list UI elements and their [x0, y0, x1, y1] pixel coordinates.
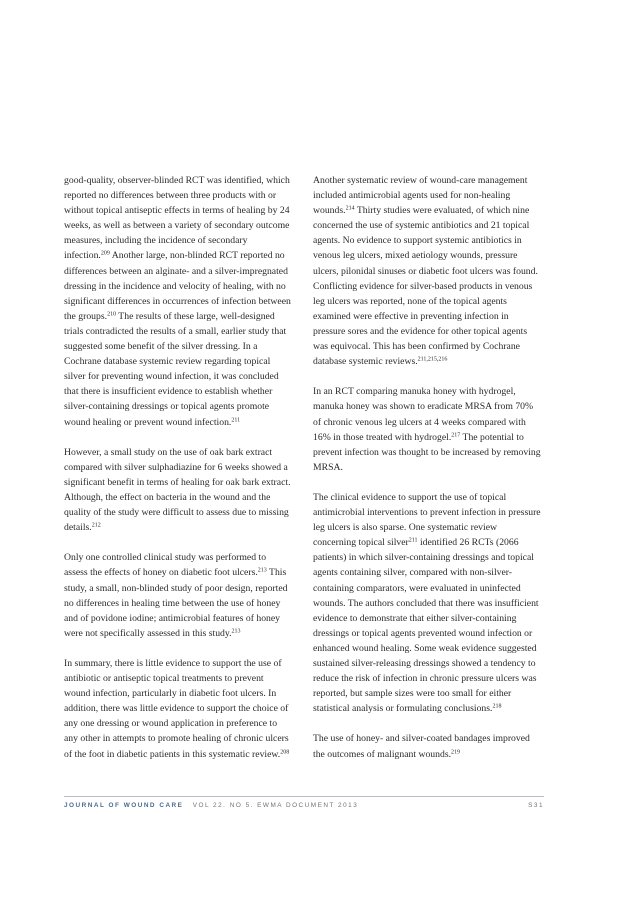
paragraph: The use of honey- and silver-coated bandages improved the outcomes of malignant wounds.$^{219}$ — [313, 733, 530, 760]
reference-superscript: 218 — [492, 703, 502, 710]
paragraph: Another systematic review of wound-care management included antimicrobial agents used for non-healing wounds.$^{214}$ Thirty studies were evaluated, of which nine concerned the use of systemic antibiotics and 21 topical agents. No evidence to support systemic antibiotics in venous leg ulcers, mixed aetiology wounds, pressure ulcers, pilonidal sinuses or diabetic foot ulcers was found. Conflicting evidence for silver-based products in venous leg ulcers was reported, none of the topical agents examined were effective in preventing infection in pressure sores and the evidence for other topical agents was equivocal. This has been confirmed by Cochrane database systemic reviews.$^{211,215,216}$ — [313, 175, 538, 368]
reference-superscript: 213 — [257, 567, 267, 574]
right-column — [313, 173, 541, 777]
reference-superscript: 209 — [100, 250, 110, 257]
paragraph: Only one controlled clinical study was performed to assess the effects of honey on diabetic foot ulcers.$^{213}$ This study, a small, non-blinded study of poor design, reported no differences in healing time between the use of honey and of povidone iodine; antimicrobial features of honey were not specifically assessed in this study.$^{213}$ — [64, 552, 288, 639]
reference-superscript: 210 — [107, 311, 117, 318]
reference-superscript: 212 — [91, 522, 101, 529]
reference-superscript: 217 — [451, 432, 461, 438]
volume-info: VOL 22. NO 5. EWMA DOCUMENT 2013 — [192, 802, 359, 809]
paragraph: In an RCT comparing manuka honey with hydrogel, manuka honey was shown to eradicate MRSA from 70% of chronic venous leg ulcers at 4 weeks compared with 16% in those treated with hydrogel.$^{217}$ The potential to prevent infection was thought to be increased by removing MRSA. — [313, 386, 541, 473]
paragraph: In summary, there is little evidence to support the use of antibiotic or antiseptic topical treatments to prevent wound infection, particularly in diabetic foot ulcers. In addition, there was little evidence to support the choice of any one dressing or wound application in preference to any other in attempts to promote healing of chronic ulcers of the foot in diabetic patients in this systematic review.$^{208}$ — [64, 658, 290, 760]
reference-superscript: 211 — [408, 537, 418, 544]
reference-superscript: 208 — [280, 748, 290, 755]
reference-superscript: 219 — [451, 748, 461, 755]
page-footer — [64, 802, 544, 816]
paragraph: However, a small study on the use of oak bark extract compared with silver sulphadiazine for 6 weeks showed a significant benefit in terms of healing for oak bark extract. Although, the effect on bacteria in the wound and the quality of the study were difficult to assess due to missing details.$^{212}$ — [64, 446, 291, 534]
page-number: S31 — [528, 802, 544, 809]
journal-name: JOURNAL OF WOUND CARE — [64, 802, 184, 809]
reference-superscript: 214 — [345, 205, 355, 212]
reference-superscript: 213 — [231, 628, 241, 635]
paragraph: good-quality, observer-blinded RCT was identified, which reported no differences between three products with or without topical antiseptic effects in terms of healing by 24 weeks, as well as between a variety of secondary outcome measures, including the incidence of secondary infection.$^{209}$ Another large, non-blinded RCT reported no differences between an alginate- and a silver-impregnated dressing in the incidence and velocity of healing, with no significant differences in occurrences of infection between the groups.$^{210}$ The results of these large, well-designed trials contradicted the results of a small, earlier study that suggested some benefit of the silver dressing. In a Cochrane database systemic review regarding topical silver for preventing wound infection, it was concluded that there is insufficient evidence to establish whether silver-containing dressings or topical agents promote wound healing or prevent wound infection.$^{211}$ — [64, 175, 291, 428]
footer-divider — [64, 796, 544, 797]
paragraph: The clinical evidence to support the use of topical antimicrobial interventions to prevent infection in pressure leg ulcers is also sparse. One systematic review concerning topical silver$^{211}$ identified 26 RCTs (2066 patients) in which silver-containing dressings and topical agents containing silver, compared with non-silver-containing comparators, were evaluated in uninfected wounds. The authors concluded that there was insufficient evidence to demonstrate that either silver-containing dressings or topical agents prevented wound infection or enhanced wound healing. Some weak evidence suggested sustained silver-releasing dressings showed a tendency to reduce the risk of infection in chronic pressure ulcers was reported, but sample sizes were too small for either statistical analysis or formulating conclusions.$^{218}$ — [313, 491, 541, 715]
reference-superscript: 211 — [231, 416, 241, 423]
reference-superscript: 211,215,216 — [417, 356, 448, 363]
left-column — [64, 173, 292, 777]
